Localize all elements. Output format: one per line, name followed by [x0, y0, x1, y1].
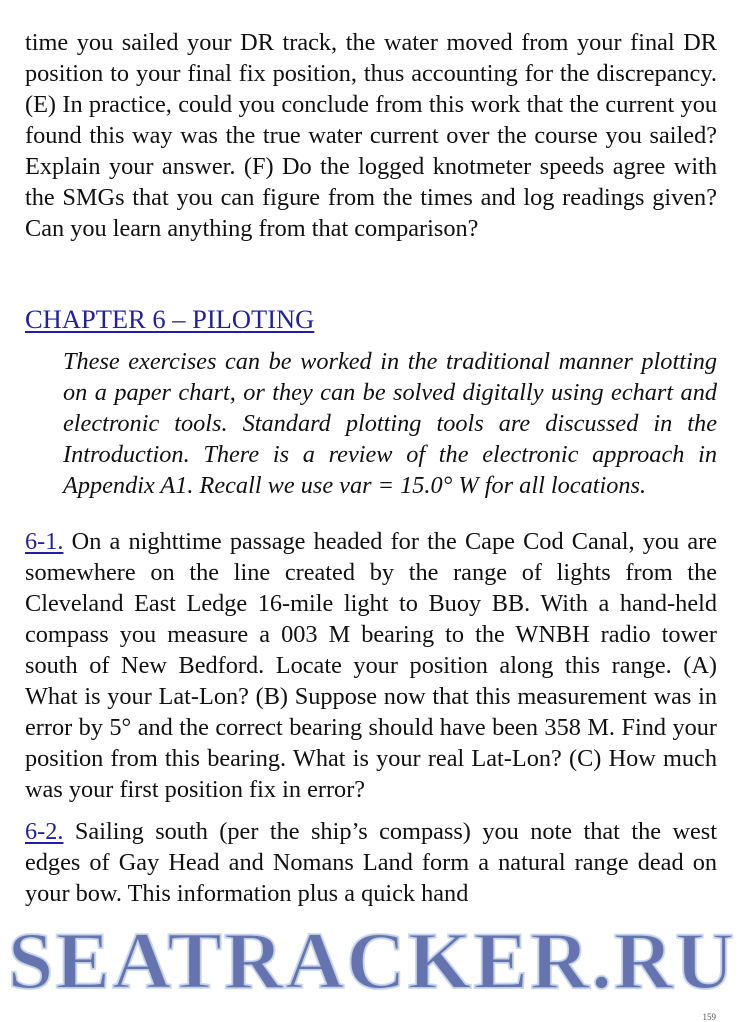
continuation-paragraph: time you sailed your DR track, the water moved from your final DR position to your final fix position, thus accounting for the discrepancy. (E) In practice, could you conclude from this work that the current you found this way was the true water current over the course you sailed? Explain your answer. (F) Do the logged knotmeter speeds agree with the SMGs that you can figure from the times and log readings given? Can you learn anything from that comparison? — [25, 29, 717, 242]
exercise-number-link[interactable]: 6-1. — [25, 528, 64, 555]
watermark-text: SEATRACKER.RU — [7, 916, 737, 1006]
exercise-text: On a nighttime passage headed for the Cape Cod Canal, you are somewhere on the line created by the range of lights from the Cleveland East Ledge 16-mile light to Buoy BB. With a hand-held compass you measure a 003 M bearing to the WNBH radio tower south of New Bedford. Locate your position along this range. (A) What is your Lat-Lon? (B) Suppose now that this measurement was in error by 5° and the correct bearing should have been 358 M. Find your position from this bearing. What is your real Lat-Lon? (C) How much was your first position fix in error? — [25, 528, 718, 803]
document-page — [25, 27, 717, 909]
exercise-text: Sailing south (per the ship’s compass) you note that the west edges of Gay Head and Nomans Land form a natural range dead on your bow. This information plus a quick hand — [25, 818, 717, 907]
watermark-logo — [0, 916, 744, 1022]
chapter-intro: These exercises can be worked in the traditional manner plotting on a paper chart, or they can be solved digitally using echart and electronic tools. Standard plotting tools are discussed in the Introduction. There is a review of the electronic approach in Appendix A1. Recall we use var = 15.0° W for all locations. — [63, 348, 717, 499]
exercise-6-1 — [25, 526, 717, 805]
exercise-6-2 — [25, 816, 717, 909]
chapter-heading-link[interactable]: CHAPTER 6 – PILOTING — [25, 304, 315, 334]
page-number: 159 — [702, 1012, 716, 1022]
exercise-number-link[interactable]: 6-2. — [25, 818, 64, 845]
